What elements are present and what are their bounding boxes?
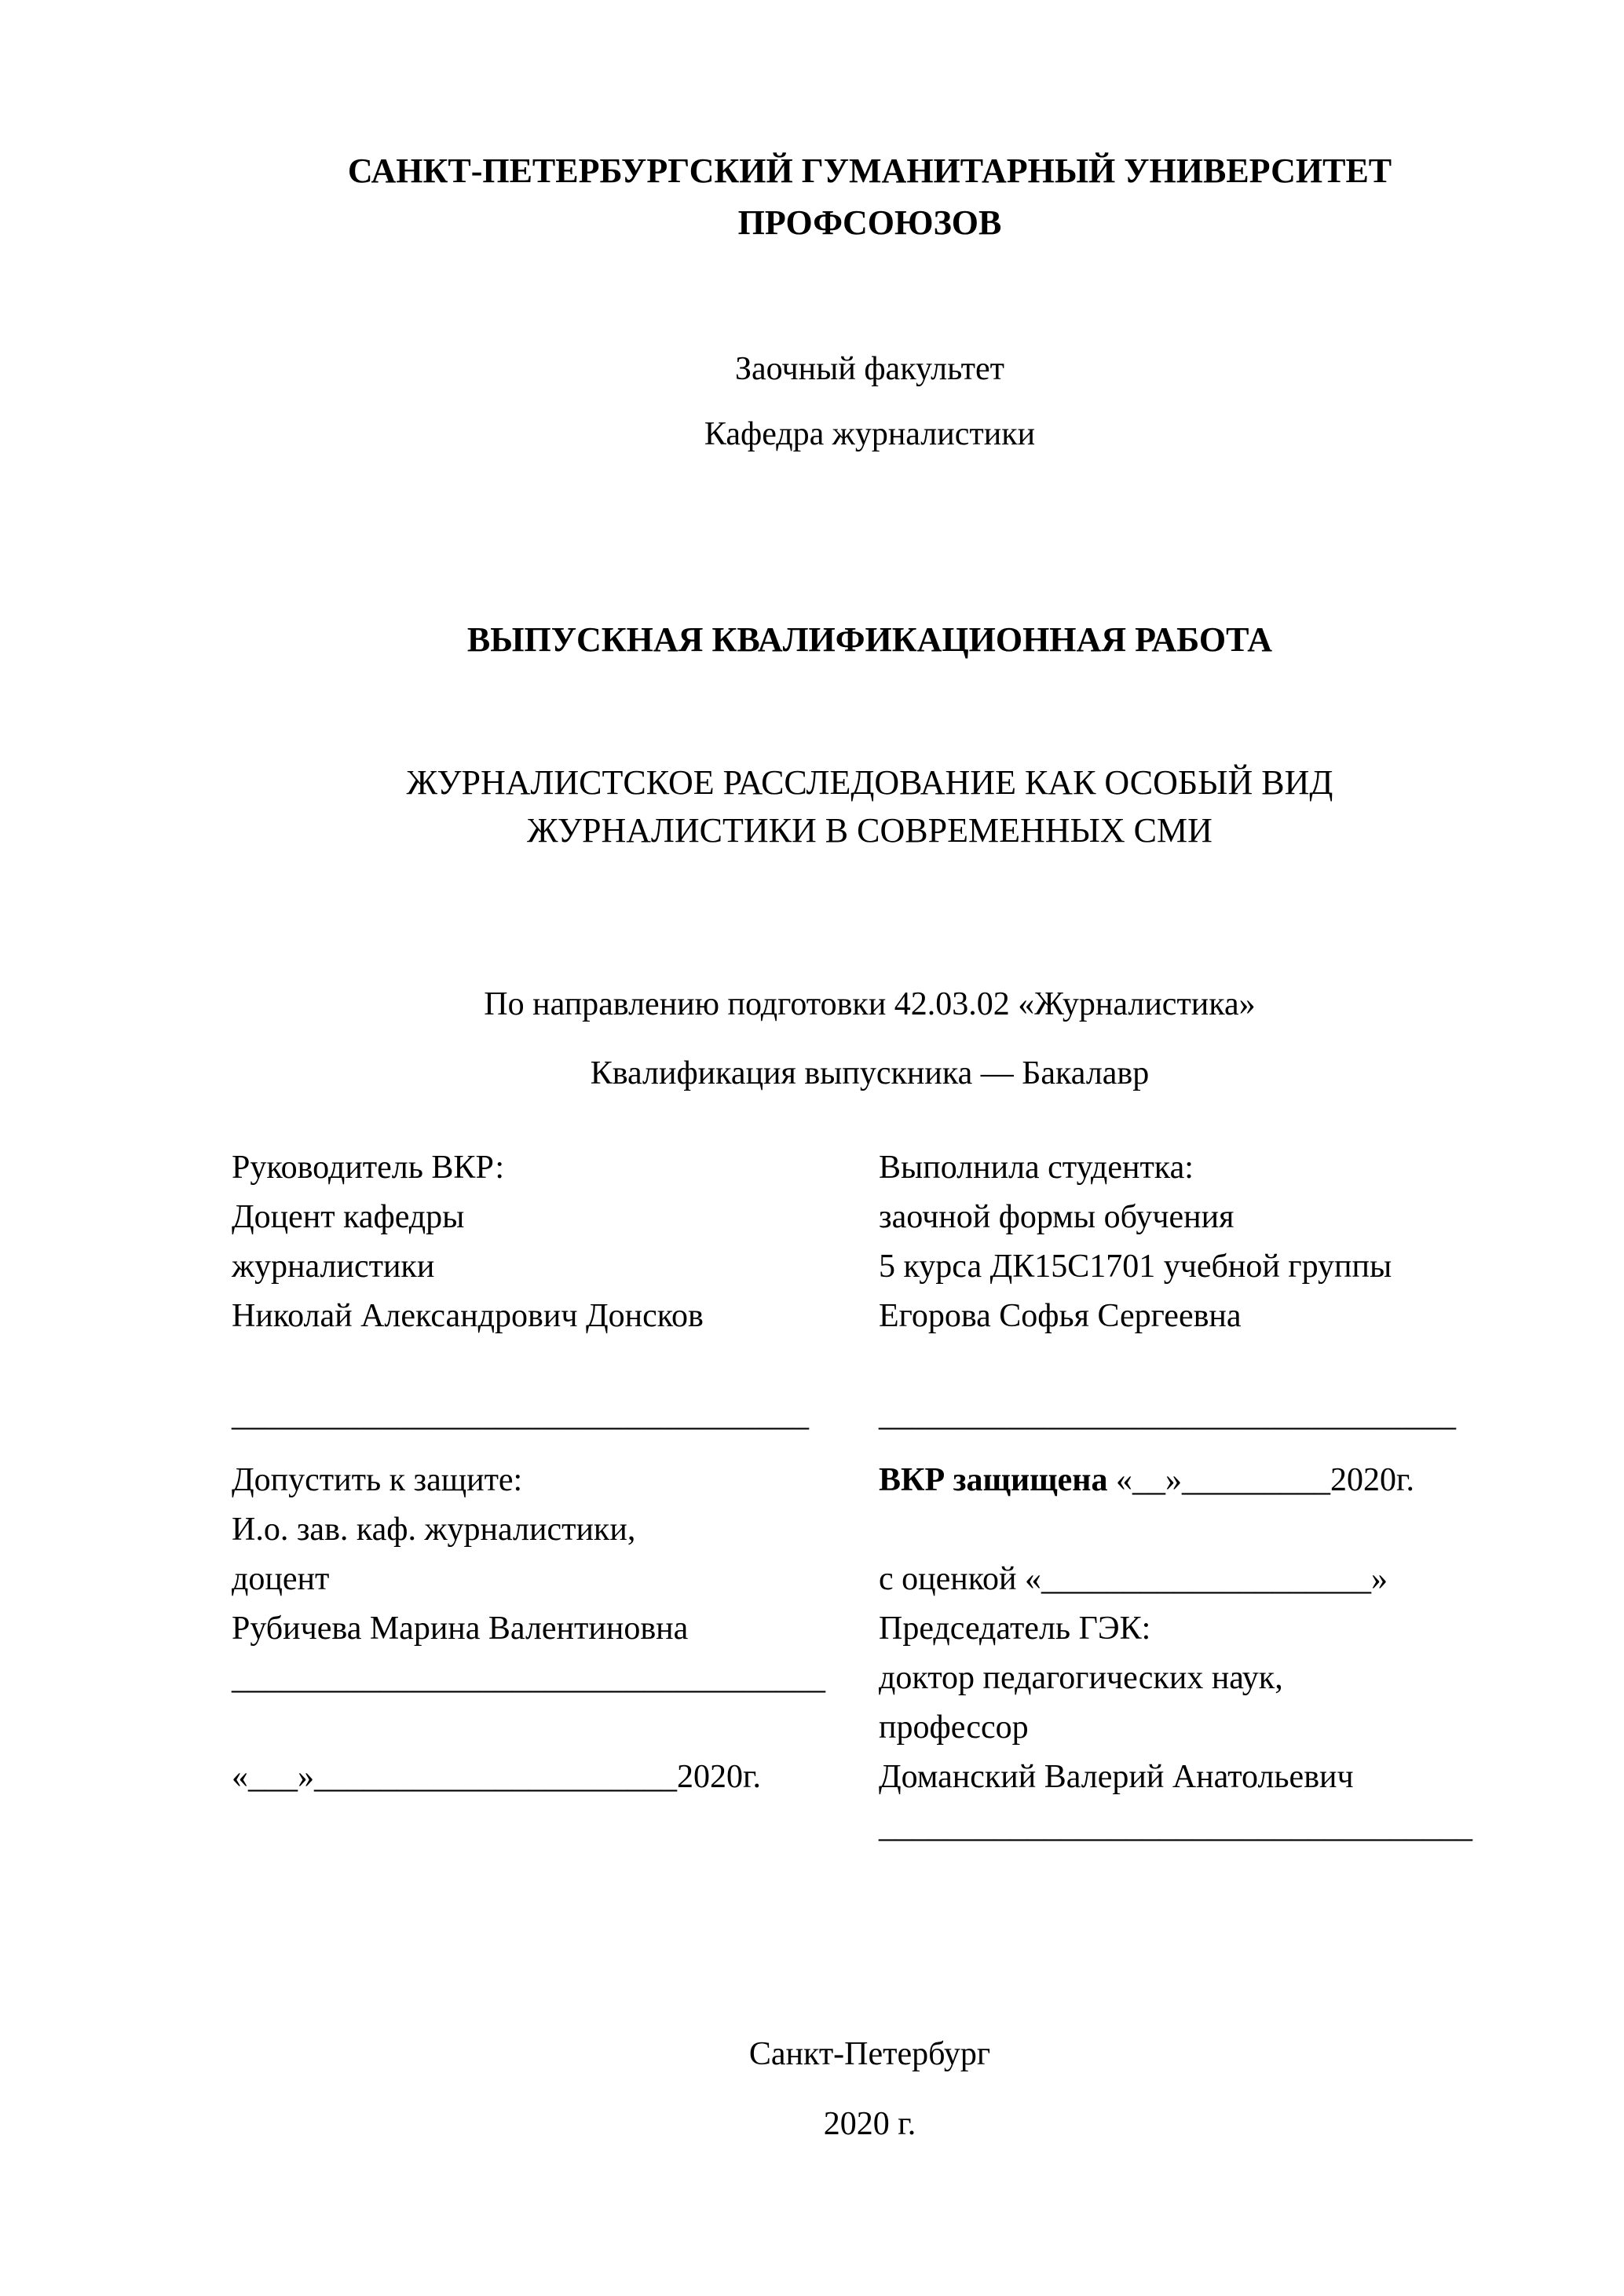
- admission-approver-name: Рубичева Марина Валентиновна: [232, 1610, 689, 1647]
- supervisor-signature-line: ___________________________________: [232, 1397, 809, 1433]
- page-footer: [232, 2030, 1508, 2148]
- admission-signature-line: ____________________________________: [232, 1660, 825, 1696]
- footer-year: 2020 г.: [823, 2106, 916, 2142]
- signatories-block: [232, 1143, 1508, 1440]
- gek-chair-heading: Председатель ГЭК:: [879, 1610, 1151, 1647]
- defense-grade-line: с оценкой «____________________»: [879, 1561, 1388, 1597]
- gek-chair-name: Доманский Валерий Анатольевич: [879, 1759, 1354, 1795]
- supervisor-position-line2: журналистики: [232, 1249, 435, 1285]
- qualification-line: Квалификация выпускника — Бакалавр: [590, 1055, 1150, 1091]
- faculty-name: Заочный факультет: [734, 351, 1005, 387]
- program-line: По направлению подготовки 42.03.02 «Журналистика»: [484, 986, 1256, 1022]
- spacer-line: [232, 1341, 843, 1391]
- defense-defended-line: [879, 1456, 1508, 1505]
- spacer-line: [879, 1505, 1508, 1555]
- work-type-title: ВЫПУСКНАЯ КВАЛИФИКАЦИОННАЯ РАБОТА: [466, 620, 1273, 659]
- thesis-title-line2: ЖУРНАЛИСТИКИ В СОВРЕМЕННЫХ СМИ: [527, 811, 1213, 850]
- footer-city: Санкт-Петербург: [748, 2036, 991, 2072]
- admission-position-line1: И.о. зав. каф. журналистики,: [232, 1512, 636, 1548]
- admission-date-line: «___»______________________2020г.: [232, 1759, 761, 1795]
- thesis-title: [232, 759, 1508, 854]
- department-name: Кафедра журналистики: [704, 416, 1036, 452]
- gek-chair-degree: доктор педагогических наук,: [879, 1660, 1283, 1696]
- student-group: 5 курса ДК15С1701 учебной группы: [879, 1249, 1392, 1285]
- supervisor-name: Николай Александрович Донсков: [232, 1298, 704, 1334]
- university-name-line1: САНКТ-ПЕТЕРБУРГСКИЙ ГУМАНИТАРНЫЙ УНИВЕРСИТЕТ: [347, 152, 1392, 190]
- student-signature-line: ___________________________________: [879, 1397, 1456, 1433]
- student-role: Выполнила студентка:: [879, 1150, 1194, 1186]
- university-name-line2: ПРОФСОЮЗОВ: [737, 203, 1002, 242]
- thesis-title-line1: ЖУРНАЛИСТСКОЕ РАССЛЕДОВАНИЕ КАК ОСОБЫЙ ВИД: [406, 763, 1333, 802]
- supervisor-role: Руководитель ВКР:: [232, 1150, 505, 1186]
- admission-heading: Допустить к защите:: [232, 1462, 523, 1498]
- spacer-line: [232, 1703, 843, 1753]
- spacer-line: [879, 1341, 1508, 1391]
- student-study-form: заочной формы обучения: [879, 1199, 1234, 1235]
- student-column: [879, 1143, 1508, 1440]
- admission-position-line2: доцент: [232, 1561, 330, 1597]
- gek-chair-rank: профессор: [879, 1709, 1029, 1746]
- student-name: Егорова Софья Сергеевна: [879, 1298, 1242, 1334]
- admission-column: [232, 1456, 843, 1802]
- approval-block: [232, 1456, 1508, 1852]
- defense-column: [879, 1456, 1508, 1852]
- defense-defended-label: ВКР защищена: [879, 1462, 1108, 1498]
- supervisor-position-line1: Доцент кафедры: [232, 1199, 465, 1235]
- gek-chair-signature-line: ____________________________________: [879, 1808, 1472, 1844]
- supervisor-column: [232, 1143, 843, 1440]
- defense-defended-date: «__»_________2020г.: [1107, 1462, 1414, 1498]
